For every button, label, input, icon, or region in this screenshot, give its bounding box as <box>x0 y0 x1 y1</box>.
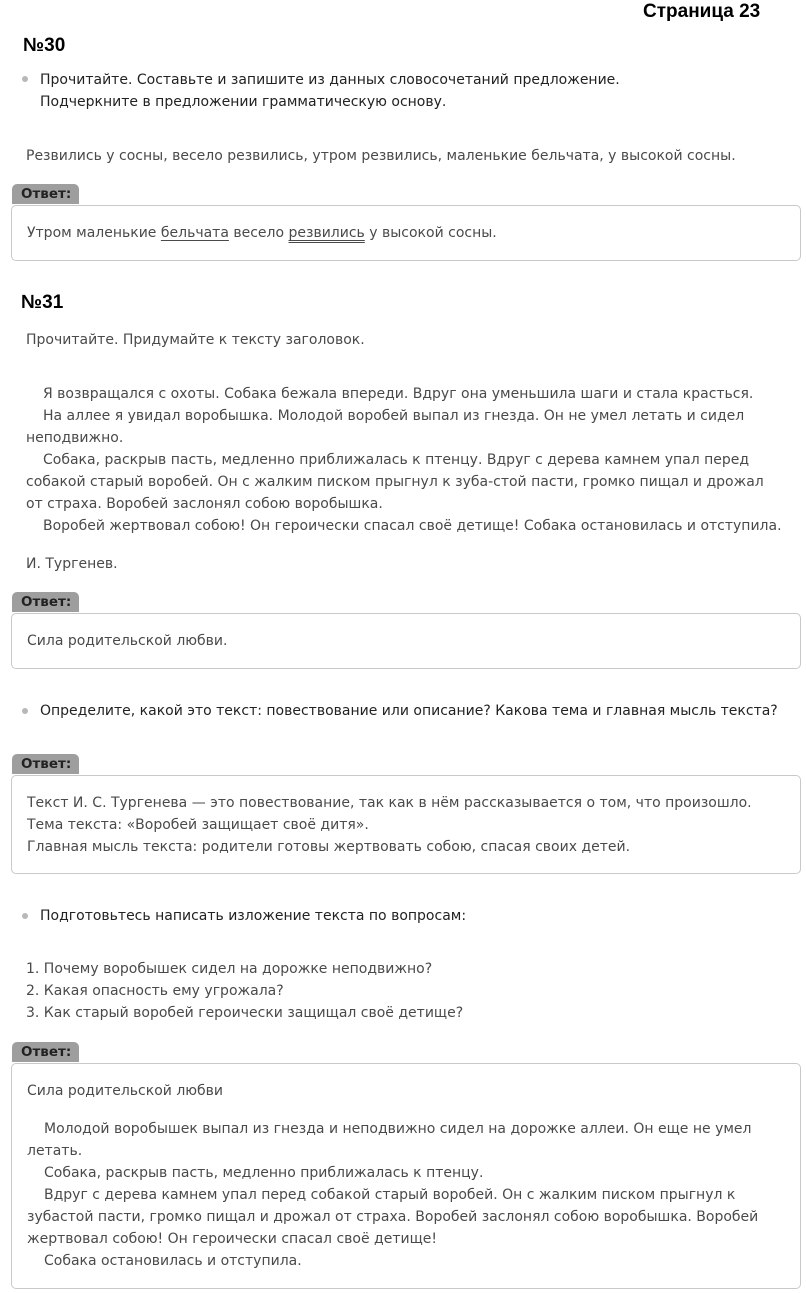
task-31-answer-2 <box>27 792 752 858</box>
answer-line: Тема текста: «Воробей защищает своё дитя». <box>27 817 369 833</box>
answer-label: Ответ: <box>12 184 79 204</box>
story-author: И. Тургенев. <box>26 556 118 572</box>
story-line: от страха. Воробей заслонял собою воробышка. <box>26 496 383 512</box>
answer-line: Главная мысль текста: родители готовы жертвовать собою, спасая своих детей. <box>27 839 631 855</box>
summary-line: Вдруг с дерева камнем упал перед собакой старый воробей. Он с жалким писком прыгнул к <box>44 1187 736 1203</box>
story-line: На аллее я увидал воробышка. Молодой воробей выпал из гнезда. Он не умел летать и сидел <box>43 408 745 424</box>
bullet-icon <box>22 76 28 82</box>
answer-text: весело <box>228 225 289 241</box>
question-item: 3. Как старый воробей героически защищал своё детище? <box>26 1005 464 1021</box>
task-31-instruction: Прочитайте. Придумайте к тексту заголовок. <box>26 332 365 348</box>
summary-line: Собака, раскрыв пасть, медленно приближалась к птенцу. <box>44 1165 484 1181</box>
story-line: Я возвращался с охоты. Собака бежала впереди. Вдруг она уменьшила шаги и стала красться. <box>43 386 754 402</box>
task-30-instruction-line1: Прочитайте. Составьте и запишите из данных словосочетаний предложение. <box>40 72 620 88</box>
story-line: собакой старый воробей. Он с жалким писком прыгнул к зуба-стой пасти, громко пищал и дрожал <box>26 474 764 490</box>
bullet-icon <box>22 913 28 919</box>
predicate-word: резвились <box>288 225 365 241</box>
answer-box <box>11 205 801 261</box>
answer-box <box>11 1063 801 1289</box>
task-30-number: №30 <box>23 35 66 56</box>
task-31-number: №31 <box>21 292 64 313</box>
summary-line: Молодой воробышек выпал из гнезда и неподвижно сидел на дорожке аллеи. Он еще не умел <box>44 1121 752 1137</box>
answer-label: Ответ: <box>12 592 79 612</box>
page-number: Страница 23 <box>643 1 761 22</box>
summary-line: Собака остановилась и отступила. <box>44 1253 302 1269</box>
task-30-instruction-line2: Подчеркните в предложении грамматическую основу. <box>40 94 447 110</box>
answer-text: Утром маленькие <box>27 225 161 241</box>
answer-label: Ответ: <box>12 1042 79 1062</box>
task-31-question-3: Подготовьтесь написать изложение текста по вопросам: <box>40 908 467 924</box>
story-line: неподвижно. <box>26 430 124 446</box>
answer-label: Ответ: <box>12 754 79 774</box>
answer-line: Текст И. С. Тургенева — это повествование, так как в нём рассказывается о том, что произошло. <box>27 795 752 811</box>
summary-text <box>27 1118 758 1272</box>
task-30-phrases: Резвились у сосны, весело резвились, утром резвились, маленькие бельчата, у высокой сосны. <box>26 148 736 164</box>
story-text <box>26 383 782 537</box>
task-31-answer-1: Сила родительской любви. <box>27 633 228 649</box>
story-line: Воробей жертвовал собою! Он героически спасал своё детище! Собака остановилась и отступила. <box>43 518 782 534</box>
question-item: 2. Какая опасность ему угрожала? <box>26 983 284 999</box>
question-list <box>26 958 463 1024</box>
summary-line: летать. <box>27 1143 83 1159</box>
task-31-question-2: Определите, какой это текст: повествование или описание? Какова тема и главная мысль текста? <box>40 703 778 719</box>
bullet-icon <box>22 708 28 714</box>
answer-text: у высокой сосны. <box>364 225 497 241</box>
summary-line: жертвовал собою! Он героически спасал своё детище! <box>27 1231 437 1247</box>
answer-box <box>11 613 801 669</box>
story-line: Собака, раскрыв пасть, медленно приближалась к птенцу. Вдруг с дерева камнем упал перед <box>43 452 750 468</box>
summary-line: зубастой пасти, громко пищал и дрожал от страха. Воробей заслонял собою воробышка. Воробей <box>27 1209 759 1225</box>
task-30-answer <box>27 222 497 244</box>
question-item: 1. Почему воробышек сидел на дорожке неподвижно? <box>26 961 433 977</box>
answer-box <box>11 775 801 874</box>
subject-word: бельчата <box>160 225 229 241</box>
summary-title: Сила родительской любви <box>27 1083 224 1099</box>
